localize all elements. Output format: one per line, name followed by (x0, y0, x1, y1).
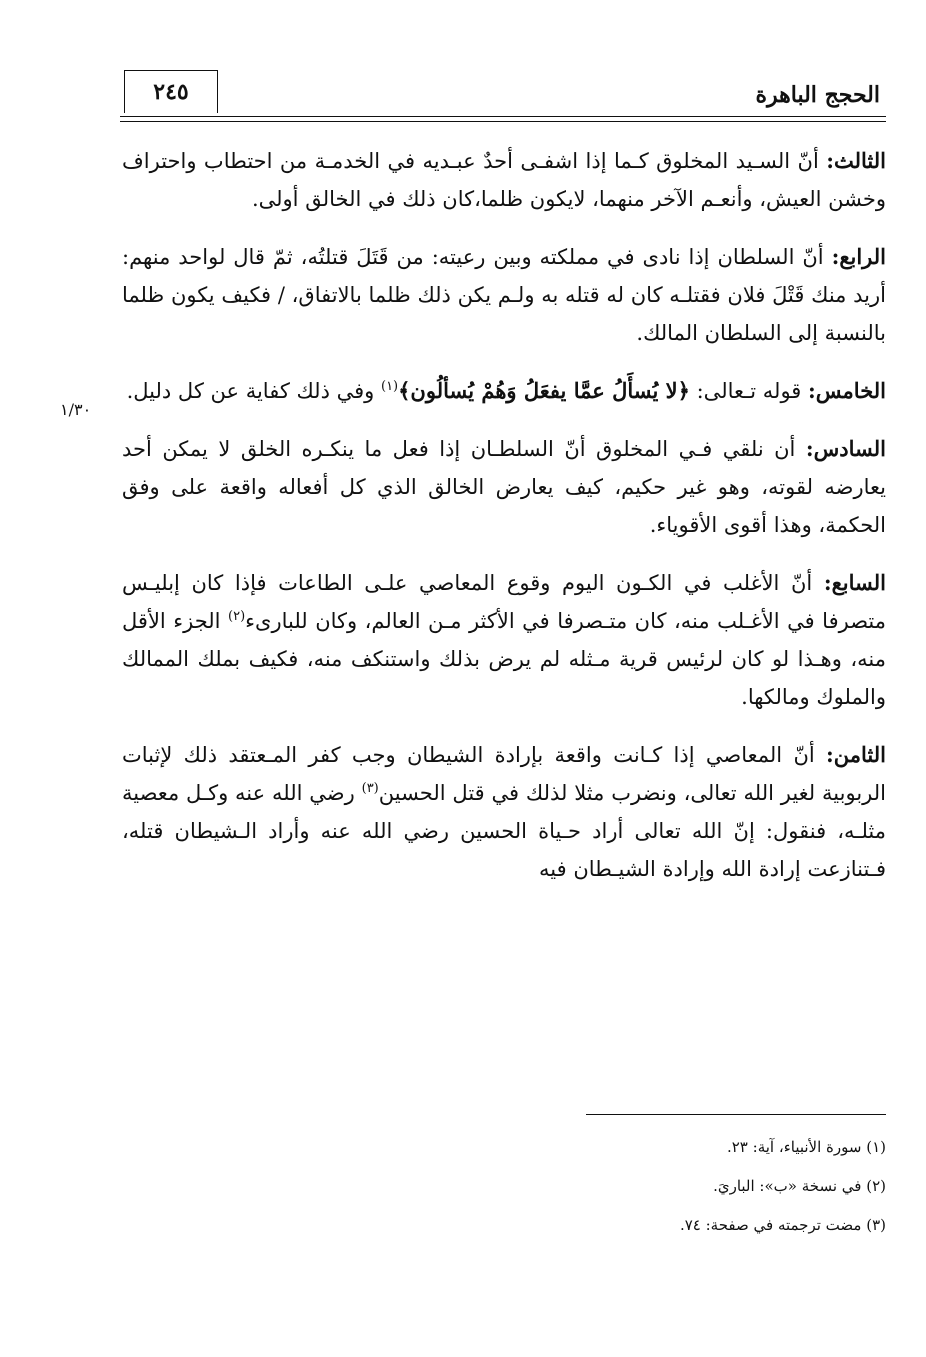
paragraph-fourth (122, 238, 886, 352)
paragraph-third (122, 142, 886, 218)
footnote-3: (٣) مضت ترجمته في صفحة: ٧٤. (679, 1216, 886, 1234)
paragraph-fifth (122, 372, 886, 410)
running-header-title: الحجج الباهرة (755, 82, 880, 108)
paragraph-text: أنّ المعاصي إذا كـانت واقعة بإرادة الشيطان وجب كفر المـعتقد ذلك لإثبات الربوبية لغير الله تعالى، ونضرب مثلا لذلك في قتل الحسين (122, 743, 886, 805)
paragraph-text: أن نلقي فـي المخلوق أنّ السلطـان إذا فعل ما ينكـره الخلق لا يمكن أحد يعارضه لقوته، وهو غير حكيم، كيف يعارض الخالق الذي كل أفعاله واقعة على وفق الحكمة، وهذا أقوى الأقوياء. (122, 437, 886, 537)
page-number: ٢٤٥ (124, 70, 218, 113)
manuscript-folio-ref: ١/٣٠ (60, 400, 92, 419)
footnote-2: (٢) في نسخة «ب»: الباريَ. (713, 1177, 886, 1195)
paragraph-label: الخامس: (808, 378, 886, 403)
paragraph-sixth (122, 430, 886, 544)
paragraph-seventh (122, 564, 886, 716)
footnote-ref: (٢) (228, 609, 246, 624)
main-text (122, 142, 886, 908)
header-rule-top (120, 116, 886, 117)
paragraph-label: الرابع: (831, 244, 886, 269)
paragraph-text: أنّ السـيد المخلوق كـما إذا اشفـى أحدٌ عبـديه في الخدمـة من احتطاب واحتراف وخشن العيش، وأنعـم الآخر منهما، لايكون ظلما،كان ذلك في الخالق أولى. (122, 149, 886, 211)
paragraph-text: رضي الله عنه وكـل معصية مثلـه، فنقول: إنّ الله تعالى أراد حـياة الحسين رضي الله عنه وأراد الـشيطان قتله، فـتنازعت إرادة الله وإرادة الشيـطان فيه (122, 781, 886, 881)
paragraph-label: السابع: (823, 570, 886, 595)
footnote-ref: (٣) (361, 781, 379, 796)
header-rule-bottom (120, 121, 886, 122)
paragraph-label: الثامن: (826, 742, 886, 767)
paragraph-label: السادس: (805, 436, 886, 461)
paragraph-text: وفي ذلك كفاية عن كل دليل. (126, 379, 375, 403)
quran-verse: ﴿لا يُسأَلُ عمَّا يفعَلُ وَهُمْ يُسألُون﴾ (398, 378, 690, 403)
footnote-separator (586, 1114, 886, 1115)
footnote-ref: (١) (380, 379, 399, 394)
paragraph-text: أنّ الأغلب في الكـون اليوم وقوع المعاصي علـى الطاعات فإذا كان إبليـس متصرفا في الأغـلب منه، كان متـصرفا في الأكثر مـن العالم، وكان للبارىء (122, 571, 886, 633)
footnote-1: (١) سورة الأنبياء، آية: ٢٣. (726, 1138, 886, 1156)
paragraph-text: الجزء الأقل منه، وهـذا لو كان لرئيس قرية مـثله لم يرض بذلك واستنكف منه، فكيف بملك الممالك والملوك ومالكها. (122, 609, 886, 709)
paragraph-text: أنّ السلطان إذا نادى في مملكته وبين رعيته: من قَتَلَ قتلتُه، ثمّ قال لواحد منهم: أريد منك قَتْلَ فلان فقتلـه كان له قتله به ولـم يكن ذلك ظلما بالاتفاق، / فكيف يكون ظلما بالنسبة إلى السلطان المالك. (122, 245, 886, 345)
paragraph-text: قوله تـعالى: (696, 379, 802, 403)
paragraph-eighth (122, 736, 886, 888)
footnotes (500, 1128, 886, 1245)
paragraph-label: الثالث: (826, 148, 886, 173)
